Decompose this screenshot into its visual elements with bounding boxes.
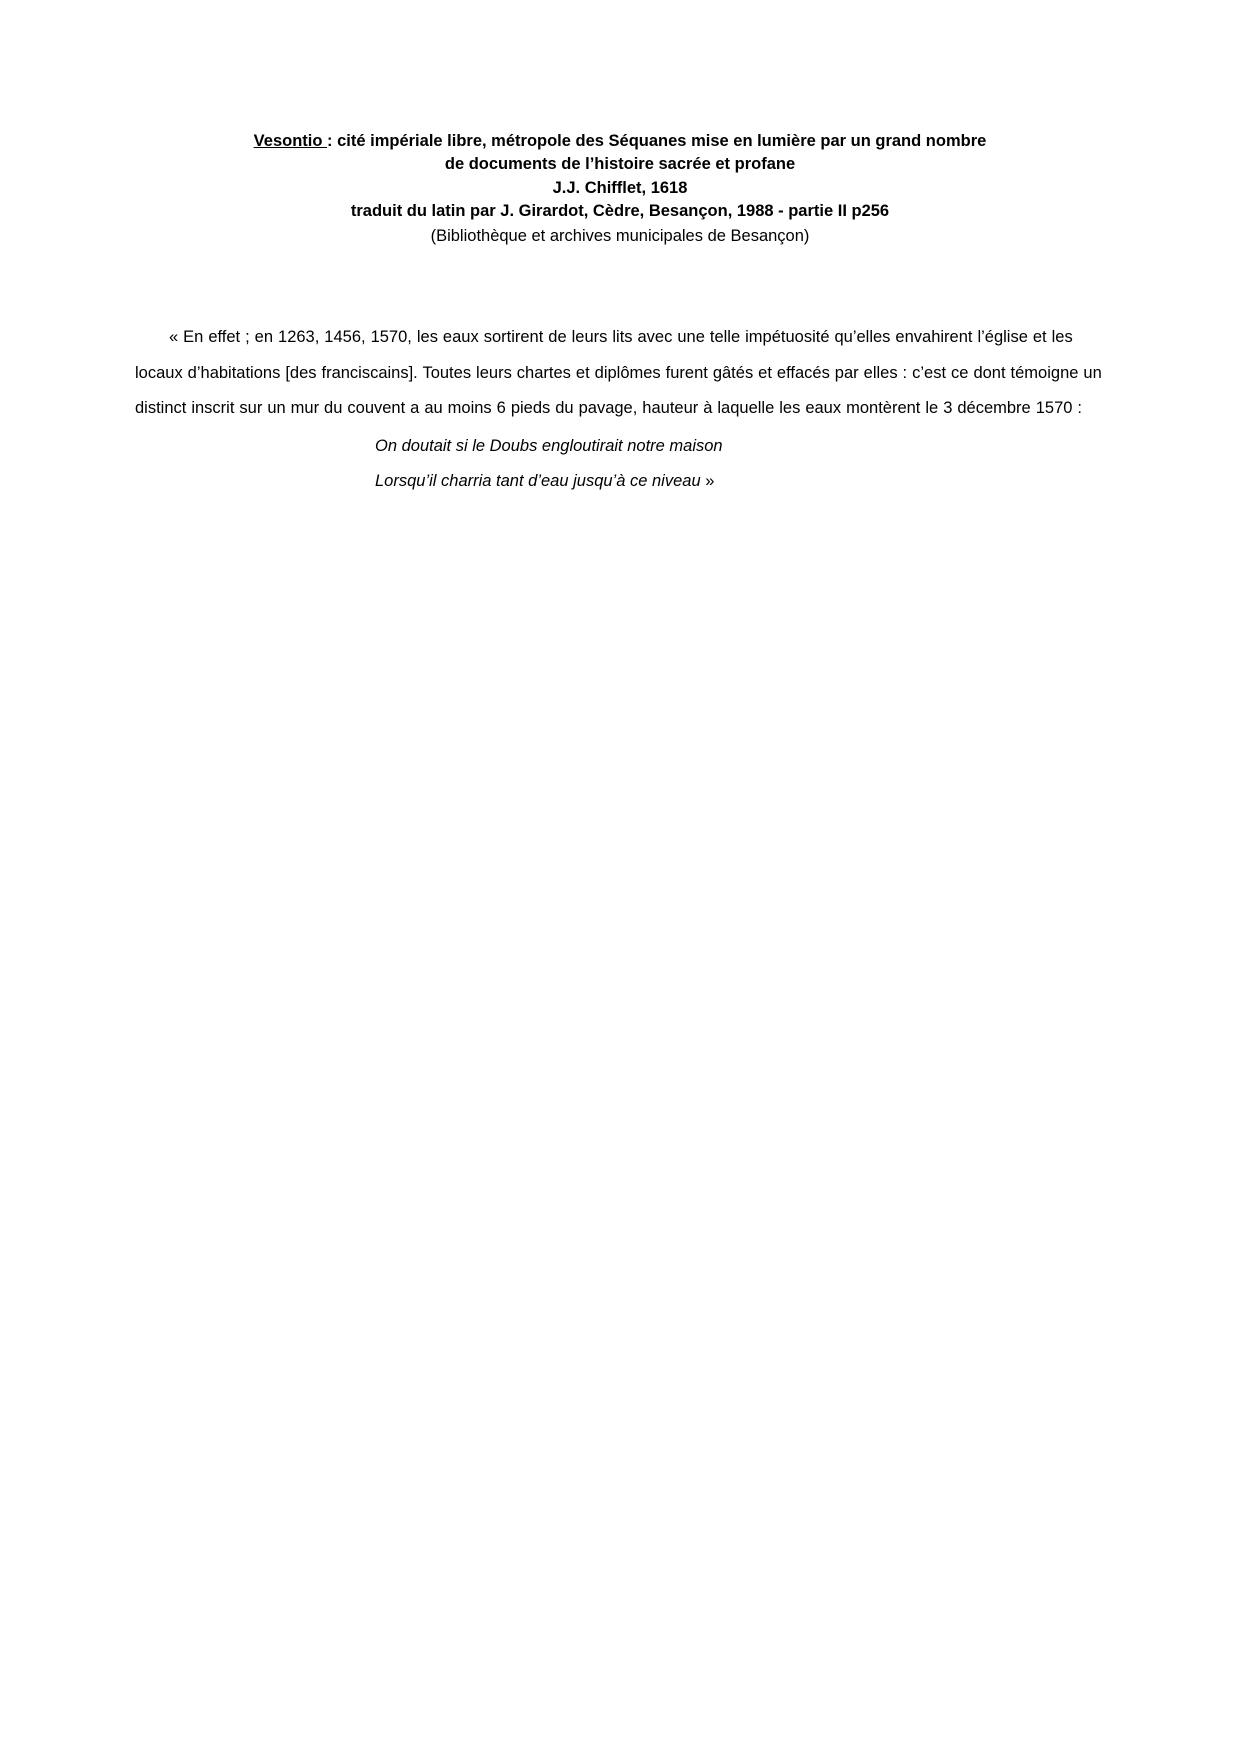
verse-line-2 (375, 464, 1105, 499)
verse-block (135, 429, 1105, 500)
title-line-5-source: (Bibliothèque et archives municipales de Besançon) (430, 226, 810, 245)
title-line-2: de documents de l’histoire sacrée et profane (444, 155, 796, 174)
verse-line-2-text: Lorsqu’il charria tant d’eau jusqu’à ce niveau (375, 471, 701, 490)
body-paragraph: « En effet ; en 1263, 1456, 1570, les eaux sortirent de leurs lits avec une telle impétuosité qu’elles envahirent l’église et les locaux d’habitations [des franciscains]. Toutes leurs chartes et diplômes furent gâtés et effacés par elles : c’est ce dont témoigne un distinct inscrit sur un mur du couvent a au moins 6 pieds du pavage, hauteur à laquelle les eaux montèrent le 3 décembre 1570 : (135, 328, 1102, 418)
verse-line-1: On doutait si le Doubs engloutirait notre maison (375, 436, 723, 455)
closing-quote: » (700, 471, 715, 490)
page-title (135, 130, 1105, 248)
title-line-1-rest: : cité impériale libre, métropole des Séquanes mise en lumière par un grand nombre (327, 132, 987, 150)
title-line-3: J.J. Chifflet, 1618 (552, 178, 688, 197)
title-line-4: traduit du latin par J. Girardot, Cèdre, Besançon, 1988 - partie II p256 (350, 202, 890, 221)
body-content (135, 320, 1105, 499)
title-keyword-vesontio: Vesontio (253, 132, 328, 150)
title-line-1 (135, 130, 1105, 153)
